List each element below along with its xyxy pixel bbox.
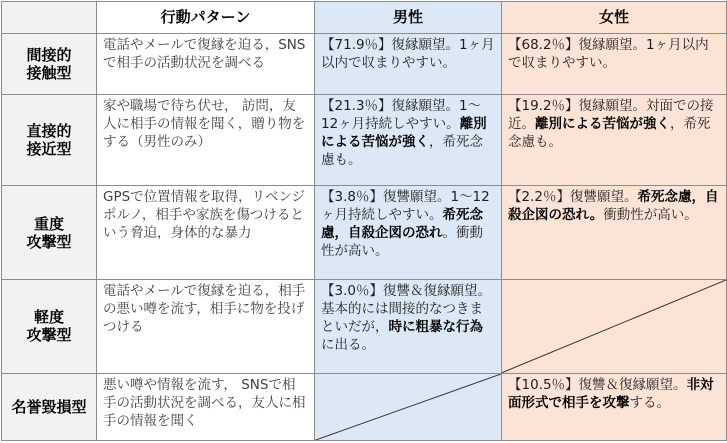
row-male-cell [315,280,502,374]
female-text: 【19.2％】復縁願望。対面での接近。 [508,97,714,132]
male-bold-text: 希死念慮，自殺企図の恐れ [321,207,483,242]
row-action-cell: 電話やメールで復縁を迫る，相手の悪い噂を流す，相手に物を投げつける [97,280,315,374]
male-bold-text: 離別による苦悩が強く [321,115,487,150]
row-female-cell [502,373,727,440]
female-bold-text: 希死念慮，自殺企図の恐れ。 [508,189,719,224]
row-type-text: 直接的 接近型 [26,122,72,158]
female-bold-text: 離別による苦悩が強く [535,115,670,132]
header-female: 女性 [502,2,727,34]
male-text: 【21.3％】復縁願望。1〜12ヶ月持続しやすい。 [321,97,482,132]
female-text-tail: 衝動性が高い。 [603,207,698,224]
row-type-label [2,94,97,186]
row-type-label [2,186,97,280]
row-male-cell [315,33,502,94]
row-female-cell-empty [502,280,727,374]
female-bold-text: 非対面形式で相手を攻撃 [508,376,714,411]
male-bold-text: 時に粗暴な行為 [388,319,483,336]
male-text-tail: 。衝動性が高い。 [321,225,483,260]
row-type-label [2,280,97,374]
female-text-tail: する。 [629,394,670,411]
header-row [2,2,727,34]
row-type-label [2,373,97,440]
stalking-type-table-container [1,1,726,441]
male-text-tail: ，希死念慮も。 [321,133,483,168]
diagonal-slash [315,374,501,440]
row-action-cell: GPSで位置情報を取得，リベンジポルノ，相手や家族を傷つけるという脅迫，身体的な暴力 [97,186,315,280]
row-male-cell-empty [315,373,502,440]
row-type-text: 名誉毀損型 [11,397,87,416]
female-text: 【2.2％】復讐願望。 [508,189,638,206]
stalking-type-table [1,1,727,441]
row-action-cell: 家や職場で待ち伏せ， 訪問，友人に相手の情報を聞く，贈り物をする（男性のみ） [97,94,315,186]
row-male-cell [315,186,502,280]
female-text-tail: ，希死念慮も。 [508,115,711,150]
table-row [2,373,727,440]
diagonal-slash [502,280,726,373]
table-row [2,186,727,280]
row-female-cell [502,33,727,94]
male-text: 【3.8％】復讐願望。1〜12ヶ月持続しやすい。 [321,189,490,224]
header-male: 男性 [315,2,502,34]
table-row [2,33,727,94]
row-action-cell: 悪い噂や情報を流す， SNSで相手の活動状況を調べる，友人に相手の情報を聞く [97,373,315,440]
male-text: 【3.0％】復讐＆復縁願望。基本的には間接的なつきまといだが， [321,283,491,336]
header-type [2,2,97,34]
female-text: 【68.2％】復縁願望。1ヶ月以内で収まりやすい。 [508,36,709,71]
row-type-text: 間接的 接触型 [26,45,72,82]
row-male-cell [315,94,502,186]
header-action: 行動パターン [97,2,315,34]
row-female-cell [502,94,727,186]
male-text-tail: に出る。 [321,337,375,354]
female-text: 【10.5％】復讐＆復縁願望。 [508,376,687,393]
row-type-text: 重度 攻撃型 [26,214,72,251]
row-action-cell: 電話やメールで復縁を迫る，SNSで相手の活動状況を調べる [97,33,315,94]
male-text: 【71.9％】復縁願望。1ヶ月以内で収まりやすい。 [321,36,495,71]
table-row [2,94,727,186]
row-female-cell [502,186,727,280]
table-row [2,280,727,374]
row-type-text: 軽度 攻撃型 [26,308,72,345]
row-type-label [2,33,97,94]
